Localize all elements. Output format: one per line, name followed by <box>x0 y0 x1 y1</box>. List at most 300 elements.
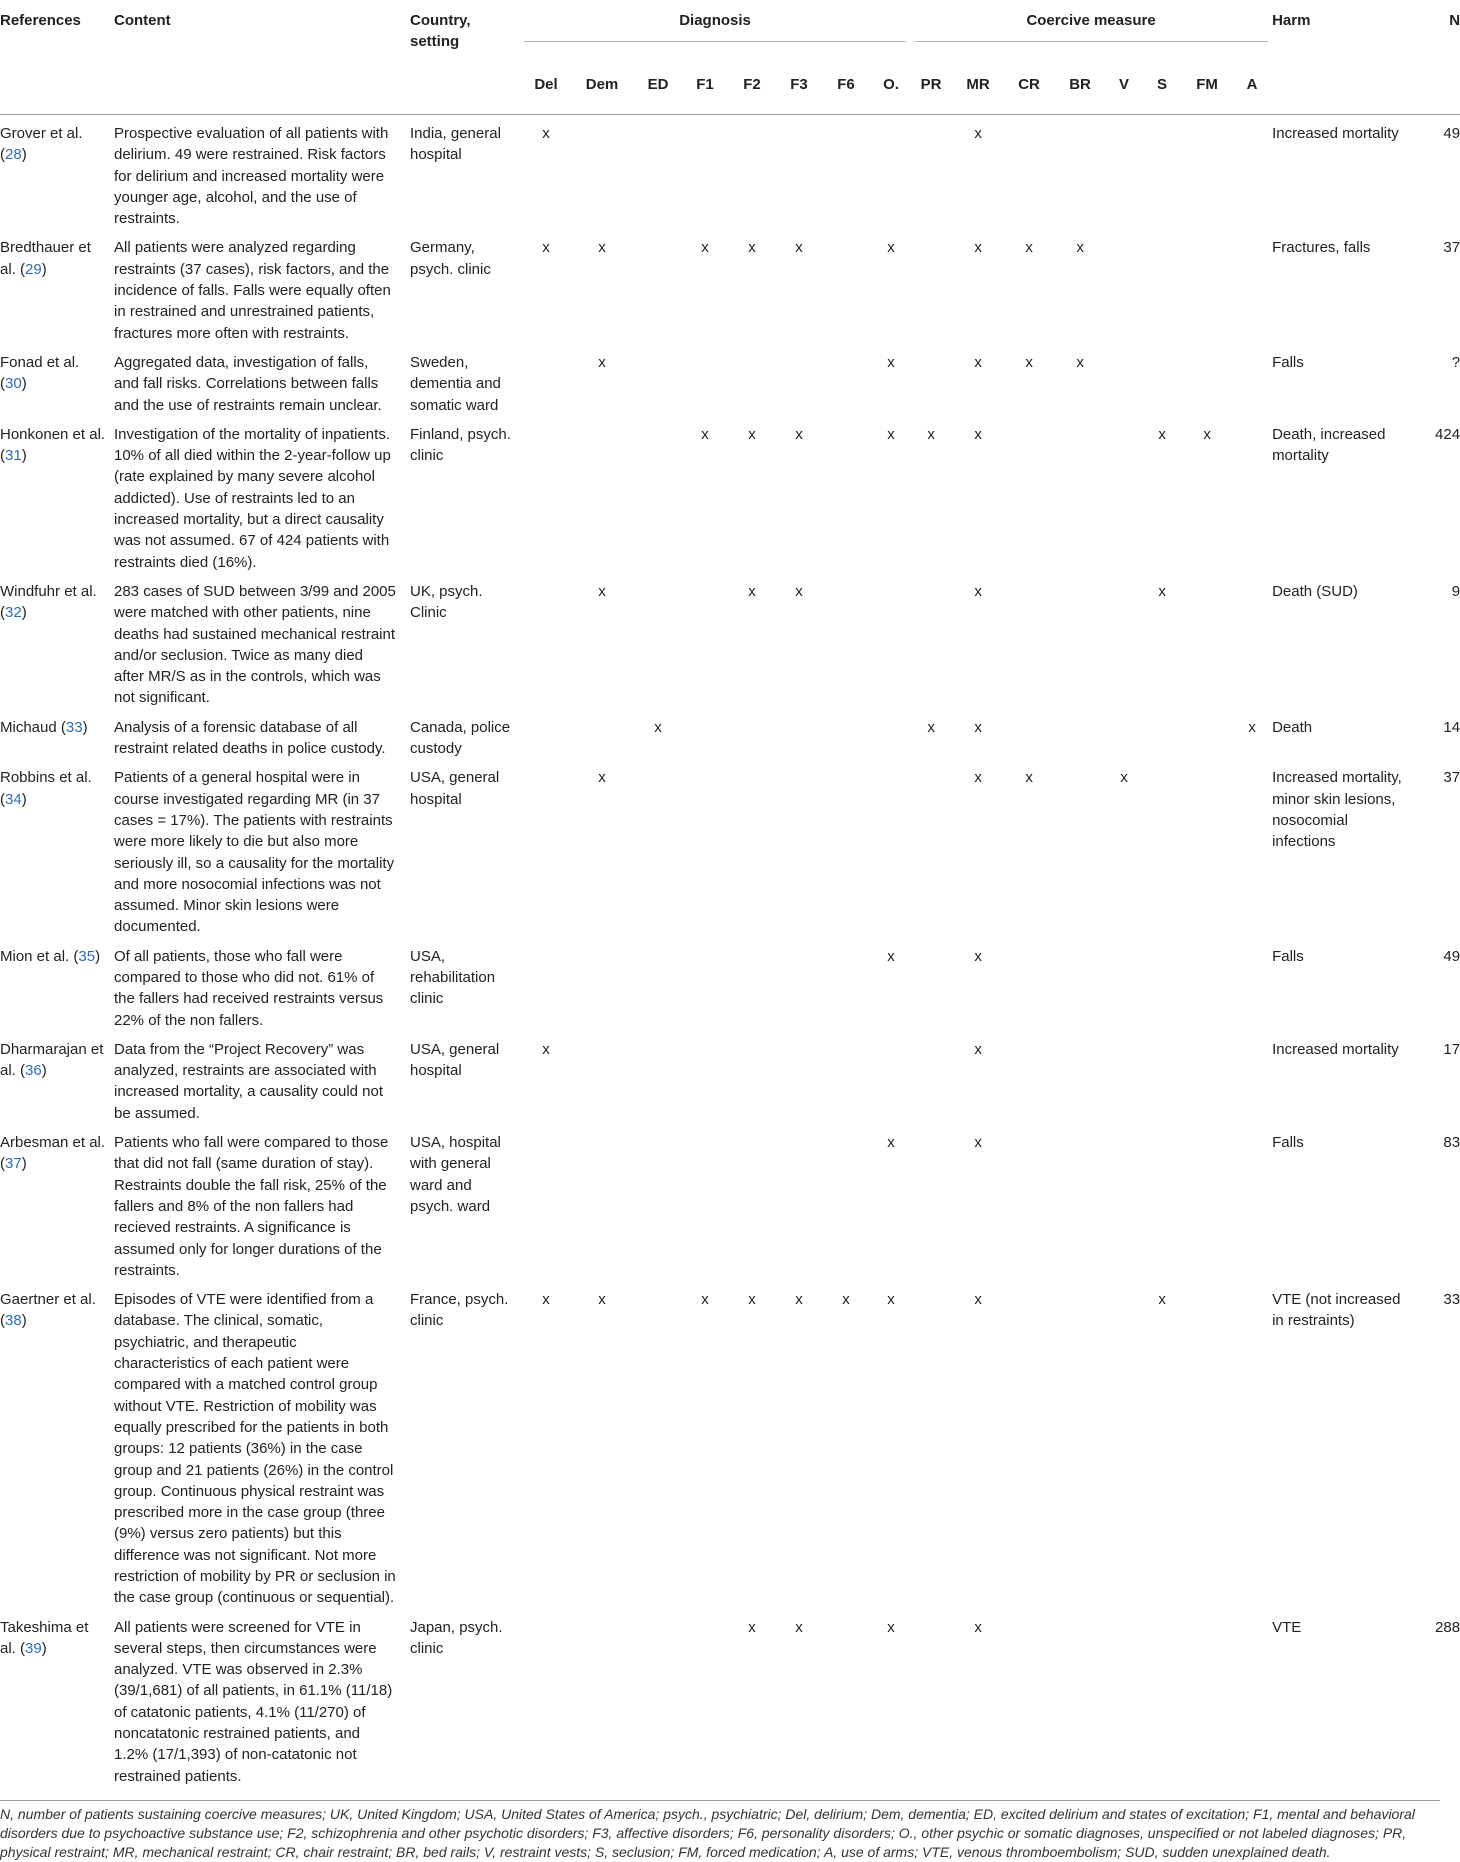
mark-cell <box>1142 229 1182 343</box>
reference-number-link[interactable]: 28 <box>5 146 22 164</box>
mark-cell <box>684 573 726 709</box>
subheader-spacer-harm <box>1272 58 1402 115</box>
table-row <box>0 759 1460 937</box>
col-header-f2: F2 <box>743 76 761 93</box>
reference-author: Gaertner et al. <box>0 1291 96 1309</box>
mark-cell: x <box>1025 239 1033 257</box>
reference-author: Honkonen et al. <box>0 425 106 443</box>
mark-cell: x <box>974 769 982 787</box>
col-header-v: V <box>1119 76 1130 93</box>
mark-cell <box>520 416 572 573</box>
mark-cell <box>1232 1124 1272 1281</box>
mark-cell <box>910 229 952 343</box>
mark-cell <box>520 344 572 416</box>
mark-cell <box>1232 416 1272 573</box>
mark-cell <box>684 709 726 760</box>
mark-cell <box>1142 115 1182 230</box>
content-cell: Episodes of VTE were identified from a database. The clinical, somatic, psychiatric, and therapeutic characteristics of each patient were compared with a matched control group without VTE. Restriction of mobility was equally prescribed for the patients in both groups: 12 patients (36%) in the case group and 21 patients (26%) in the control group. Continuous physical restraint was prescribed more in the case group (three (9%) versus zero patients) but this difference was not significant. Not more restriction of mobility by PR or seclusion in the case group (continuous or sequential). <box>114 1291 396 1607</box>
table-row <box>0 344 1460 416</box>
harm-cell: VTE <box>1272 1618 1302 1636</box>
reference-author: Mion et al. <box>0 947 70 965</box>
content-cell: Of all patients, those who fall were compared to those who did not. 61% of the fallers had received restraints versus 22% of the non fallers. <box>114 947 384 1029</box>
mark-cell: x <box>748 1291 756 1309</box>
content-cell: 283 cases of SUD between 3/99 and 2005 were matched with other patients, nine deaths had sustained mechanical restraint and/or seclusion. Twice as many died after MR/S as in the controls, which was not significant. <box>114 582 396 707</box>
mark-cell <box>726 1124 778 1281</box>
harm-cell: VTE (not increased in restraints) <box>1272 1291 1401 1330</box>
mark-cell <box>684 1609 726 1787</box>
mark-cell <box>778 115 820 230</box>
subheader-spacer-2 <box>114 58 410 115</box>
header-diagnosis-label: Diagnosis <box>524 10 906 42</box>
content-cell: Patients of a general hospital were in course investigated regarding MR (in 37 cases = 17%). The patients with restraints were more likely to die but also more seriously ill, so a causality for the mortality and more nosocomial infections was not assumed. Minor skin lesions were documented. <box>114 769 395 936</box>
n-cell: 83 <box>1443 1134 1460 1152</box>
header-content: Content <box>114 12 171 29</box>
reference-number-link[interactable]: 33 <box>65 718 83 736</box>
mark-cell <box>778 1031 820 1124</box>
mark-cell: x <box>974 947 982 965</box>
mark-cell <box>820 1031 872 1124</box>
mark-cell: x <box>887 1291 895 1309</box>
n-cell: 37 <box>1443 769 1460 787</box>
mark-cell <box>632 573 684 709</box>
mark-cell <box>1106 1609 1142 1787</box>
col-header-s: S <box>1157 76 1168 93</box>
mark-cell <box>520 709 572 760</box>
table-row <box>0 1609 1460 1787</box>
reference-cell: Bredthauer et al. (29) <box>0 239 91 278</box>
mark-cell <box>632 229 684 343</box>
mark-cell <box>910 344 952 416</box>
mark-cell <box>1142 1031 1182 1124</box>
reference-number-link[interactable]: 31 <box>5 447 22 465</box>
mark-cell: x <box>842 1291 850 1309</box>
harm-cell: Death, increased mortality <box>1272 425 1386 465</box>
n-cell: 9 <box>1451 582 1460 600</box>
mark-cell <box>572 1609 632 1787</box>
mark-cell <box>1182 709 1232 760</box>
harm-cell: Falls <box>1272 1134 1304 1152</box>
mark-cell <box>872 709 910 760</box>
mark-cell: x <box>974 425 982 443</box>
n-cell: 49 <box>1443 125 1460 142</box>
mark-cell: x <box>748 582 756 600</box>
mark-cell <box>1142 344 1182 416</box>
n-cell: 14 <box>1443 718 1460 736</box>
mark-cell <box>820 709 872 760</box>
mark-cell <box>632 344 684 416</box>
mark-cell <box>910 1609 952 1787</box>
table-row <box>0 115 1460 230</box>
mark-cell <box>1004 709 1054 760</box>
mark-cell: x <box>1076 239 1084 257</box>
mark-cell <box>1054 759 1106 937</box>
mark-cell: x <box>1120 769 1128 787</box>
mark-cell <box>1054 416 1106 573</box>
mark-cell: x <box>542 1040 550 1058</box>
mark-cell <box>1232 1609 1272 1787</box>
mark-cell <box>1232 344 1272 416</box>
table-row <box>0 573 1460 709</box>
table-row <box>0 229 1460 343</box>
mark-cell <box>1232 573 1272 709</box>
table-row <box>0 1124 1460 1281</box>
mark-cell <box>1106 115 1142 230</box>
reference-cell: Takeshima et al. (39) <box>0 1618 89 1657</box>
reference-cell: Windfuhr et al. (32) <box>0 582 97 622</box>
mark-cell <box>1106 229 1142 343</box>
mark-cell: x <box>701 425 709 443</box>
mark-cell <box>520 759 572 937</box>
mark-cell <box>632 115 684 230</box>
mark-cell: x <box>974 1291 982 1309</box>
mark-cell <box>572 115 632 230</box>
mark-cell <box>726 344 778 416</box>
mark-cell <box>1182 573 1232 709</box>
mark-cell: x <box>974 1618 982 1636</box>
table-row <box>0 938 1460 1031</box>
mark-cell <box>684 938 726 1031</box>
reference-cell: Fonad et al. (30) <box>0 353 80 393</box>
country-cell: USA, rehabilitation clinic <box>410 947 496 1008</box>
mark-cell <box>1106 416 1142 573</box>
mark-cell <box>1106 1031 1142 1124</box>
reference-author: Takeshima et al. <box>0 1618 89 1657</box>
mark-cell: x <box>974 125 982 142</box>
mark-cell <box>520 938 572 1031</box>
mark-cell <box>632 1031 684 1124</box>
mark-cell: x <box>795 1618 803 1636</box>
mark-cell <box>820 115 872 230</box>
mark-cell <box>910 115 952 230</box>
mark-cell: x <box>598 1291 606 1309</box>
country-cell: USA, hospital with general ward and psych. ward <box>410 1134 501 1215</box>
mark-cell <box>572 1031 632 1124</box>
harm-cell: Increased mortality, minor skin lesions, nosocomial infections <box>1272 769 1402 851</box>
mark-cell <box>778 938 820 1031</box>
mark-cell: x <box>701 1291 709 1309</box>
mark-cell <box>1232 938 1272 1031</box>
subheader-row <box>0 58 1460 115</box>
n-cell: 49 <box>1443 947 1460 965</box>
mark-cell <box>1232 759 1272 937</box>
col-header-f1: F1 <box>696 76 714 93</box>
col-header-pr: PR <box>920 76 942 93</box>
mark-cell <box>820 344 872 416</box>
reference-author: Michaud <box>0 718 57 736</box>
mark-cell <box>1106 709 1142 760</box>
mark-cell <box>684 344 726 416</box>
reference-cell: Gaertner et al. (38) <box>0 1291 96 1330</box>
mark-cell <box>1142 1124 1182 1281</box>
country-cell: France, psych. clinic <box>410 1291 509 1330</box>
reference-author: Dharmarajan et al. <box>0 1040 104 1080</box>
mark-cell <box>1142 1609 1182 1787</box>
table-body <box>0 115 1460 1787</box>
mark-cell <box>1054 115 1106 230</box>
mark-cell <box>1182 1281 1232 1608</box>
mark-cell: x <box>795 582 803 600</box>
col-header-o: O. <box>883 76 899 93</box>
mark-cell <box>872 115 910 230</box>
mark-cell <box>1182 1031 1232 1124</box>
country-cell: Japan, psych. clinic <box>410 1618 503 1657</box>
mark-cell <box>820 416 872 573</box>
mark-cell: x <box>974 1134 982 1152</box>
country-cell: UK, psych. Clinic <box>410 582 483 622</box>
mark-cell: x <box>542 239 550 257</box>
mark-cell <box>778 759 820 937</box>
subheader-spacer-1 <box>0 58 114 115</box>
mark-cell <box>820 759 872 937</box>
reference-author: Arbesman et al. <box>0 1134 106 1152</box>
mark-cell: x <box>974 718 982 736</box>
mark-cell <box>520 1124 572 1281</box>
mark-cell <box>1142 759 1182 937</box>
mark-cell <box>872 759 910 937</box>
country-cell: Germany, psych. clinic <box>410 239 491 278</box>
reference-cell: Honkonen et al. (31) <box>0 425 106 465</box>
mark-cell <box>1106 344 1142 416</box>
mark-cell: x <box>974 1040 982 1058</box>
country-cell: India, general hospital <box>410 125 501 164</box>
mark-cell <box>632 1281 684 1608</box>
mark-cell <box>1232 1031 1272 1124</box>
mark-cell: x <box>887 947 895 965</box>
mark-cell: x <box>974 582 982 600</box>
mark-cell: x <box>748 425 756 443</box>
mark-cell: x <box>887 425 895 443</box>
mark-cell <box>910 938 952 1031</box>
mark-cell <box>632 1124 684 1281</box>
col-header-br: BR <box>1069 76 1091 93</box>
mark-cell: x <box>795 239 803 257</box>
mark-cell <box>726 709 778 760</box>
mark-cell <box>1054 938 1106 1031</box>
reference-number-link[interactable]: 38 <box>5 1312 22 1330</box>
mark-cell: x <box>887 1134 895 1152</box>
mark-cell <box>1106 1124 1142 1281</box>
mark-cell <box>726 115 778 230</box>
mark-cell <box>1106 1281 1142 1608</box>
col-header-a: A <box>1246 76 1258 93</box>
mark-cell <box>1004 573 1054 709</box>
mark-cell <box>726 759 778 937</box>
mark-cell <box>1182 938 1232 1031</box>
mark-cell: x <box>1158 425 1166 443</box>
table-footnote: N, number of patients sustaining coercive measures; UK, United Kingdom; USA, United States of America; psych., psychiatric; Del, delirium; Dem, dementia; ED, excited delirium and states of excitation; F1, mental and behavioral disorders due to psychoactive substance use; F2, schizophrenia and other psychotic disorders; F3, affective disorders; F6, personality disorders; O., other psychic or somatic diagnoses, unspecified or not labeled diagnoses; PR, physical restraint; MR, mechanical restraint; CR, chair restraint; BR, bed rails; V, restraint vests; S, seclusion; FM, forced medication; A, use of arms; VTE, venous thromboembolism; SUD, sudden unexplained death. <box>0 1800 1440 1862</box>
mark-cell: x <box>1203 425 1211 443</box>
mark-cell <box>1054 1281 1106 1608</box>
reference-author: Robbins et al. <box>0 769 92 787</box>
header-references: References <box>0 12 81 29</box>
reference-number-link[interactable]: 30 <box>5 375 22 393</box>
mark-cell: x <box>748 1618 756 1636</box>
table-row <box>0 416 1460 573</box>
table-row <box>0 709 1460 760</box>
mark-cell: x <box>974 239 982 257</box>
mark-cell: x <box>598 582 606 600</box>
reference-cell: Robbins et al. (34) <box>0 769 92 808</box>
reference-number-link[interactable]: 39 <box>25 1639 42 1657</box>
mark-cell: x <box>927 425 935 443</box>
content-cell: Patients who fall were compared to those that did not fall (same duration of stay). Restraints double the fall risk, 25% of the fallers and 8% of the non fallers had recieved restraints. A significance is assumed only for longer durations of the restraints. <box>114 1134 389 1279</box>
mark-cell: x <box>1025 769 1033 787</box>
mark-cell: x <box>887 353 895 371</box>
harm-cell: Death <box>1272 718 1313 736</box>
mark-cell <box>820 938 872 1031</box>
mark-cell <box>820 1124 872 1281</box>
mark-cell <box>684 1124 726 1281</box>
mark-cell <box>910 573 952 709</box>
col-header-cr: CR <box>1018 76 1040 93</box>
reference-number-link[interactable]: 37 <box>5 1155 22 1173</box>
mark-cell <box>520 573 572 709</box>
col-header-mr: MR <box>966 76 990 93</box>
mark-cell <box>1142 709 1182 760</box>
mark-cell: x <box>1158 582 1166 600</box>
header-n: N <box>1449 12 1460 29</box>
mark-cell <box>820 229 872 343</box>
mark-cell <box>1054 709 1106 760</box>
reference-cell: Mion et al. (35) <box>0 947 101 965</box>
mark-cell <box>1004 1124 1054 1281</box>
mark-cell: x <box>1025 353 1033 371</box>
content-cell: Prospective evaluation of all patients with delirium. 49 were restrained. Risk factors for delirium and increased mortality were younger age, alcohol, and the use of restraints. <box>114 125 389 228</box>
mark-cell: x <box>654 718 662 736</box>
mark-cell <box>572 938 632 1031</box>
mark-cell: x <box>795 1291 803 1309</box>
reference-number-link[interactable]: 29 <box>25 260 42 278</box>
mark-cell <box>520 1609 572 1787</box>
mark-cell <box>1004 1609 1054 1787</box>
mark-cell <box>726 1031 778 1124</box>
harm-cell: Fractures, falls <box>1272 239 1371 257</box>
mark-cell <box>1004 416 1054 573</box>
reference-cell: Grover et al. (28) <box>0 125 83 164</box>
mark-cell <box>1182 115 1232 230</box>
mark-cell <box>778 344 820 416</box>
mark-cell: x <box>598 239 606 257</box>
table-row <box>0 1031 1460 1124</box>
table-row <box>0 1281 1460 1608</box>
n-cell: ? <box>1451 353 1460 371</box>
mark-cell: x <box>927 718 935 736</box>
mark-cell <box>778 1124 820 1281</box>
mark-cell: x <box>1248 718 1256 736</box>
n-cell: 17 <box>1443 1040 1460 1058</box>
content-cell: All patients were analyzed regarding restraints (37 cases), risk factors, and the incidence of falls. Falls were equally often in restrained and unrestrained patients, fractures more often with restraints. <box>114 239 391 342</box>
header-coercive-label: Coercive measure <box>914 10 1268 42</box>
mark-cell <box>632 416 684 573</box>
mark-cell: x <box>542 1291 550 1309</box>
reference-cell: Arbesman et al. (37) <box>0 1134 106 1173</box>
reference-cell: Dharmarajan et al. (36) <box>0 1040 104 1080</box>
mark-cell <box>684 115 726 230</box>
header-country-setting <box>410 6 520 58</box>
mark-cell <box>910 1281 952 1608</box>
n-cell: 37 <box>1443 239 1460 257</box>
country-cell: USA, general hospital <box>410 769 500 808</box>
reference-number-link[interactable]: 32 <box>5 604 22 622</box>
mark-cell: x <box>887 239 895 257</box>
reference-author: Fonad et al. <box>0 353 80 371</box>
mark-cell <box>1182 1609 1232 1787</box>
header-country-setting-text: Country, setting <box>410 12 471 50</box>
reference-cell: Michaud (33) <box>0 718 88 736</box>
content-cell: All patients were screened for VTE in several steps, then circumstances were analyzed. VTE was observed in 2.3% (39/1,681) of all patients, in 61.1% (11/18) of catatonic patients, 4.1% (11/270) of noncatatonic restrained patients, and 1.2% (17/1,393) of non-catatonic not restrained patients. <box>114 1618 393 1785</box>
mark-cell <box>1232 1281 1272 1608</box>
mark-cell <box>572 709 632 760</box>
country-cell: USA, general hospital <box>410 1040 500 1080</box>
mark-cell <box>910 759 952 937</box>
mark-cell <box>820 573 872 709</box>
reference-author: Windfuhr et al. <box>0 582 97 600</box>
mark-cell <box>1142 938 1182 1031</box>
mark-cell <box>1004 938 1054 1031</box>
mark-cell <box>684 1031 726 1124</box>
reference-number-link[interactable]: 36 <box>25 1062 42 1080</box>
mark-cell <box>910 1031 952 1124</box>
mark-cell <box>910 1124 952 1281</box>
reference-number-link[interactable]: 34 <box>5 790 22 808</box>
mark-cell: x <box>598 353 606 371</box>
mark-cell <box>726 938 778 1031</box>
mark-cell <box>572 1124 632 1281</box>
header-harm: Harm <box>1272 12 1311 29</box>
mark-cell: x <box>542 125 550 142</box>
harm-cell: Death (SUD) <box>1272 582 1358 600</box>
mark-cell <box>1106 938 1142 1031</box>
n-cell: 33 <box>1443 1291 1460 1309</box>
mark-cell <box>1182 344 1232 416</box>
mark-cell <box>1054 1124 1106 1281</box>
n-cell: 288 <box>1435 1618 1460 1636</box>
harm-cell: Increased mortality <box>1272 1040 1399 1058</box>
content-cell: Aggregated data, investigation of falls, and fall risks. Correlations between falls and the use of restraints remain unclear. <box>114 353 382 414</box>
col-header-del: Del <box>534 76 558 93</box>
n-cell: 424 <box>1435 425 1460 443</box>
mark-cell <box>632 1609 684 1787</box>
reference-number-link[interactable]: 35 <box>78 947 96 965</box>
mark-cell <box>684 759 726 937</box>
mark-cell <box>1054 1609 1106 1787</box>
mark-cell: x <box>887 1618 895 1636</box>
mark-cell <box>1232 115 1272 230</box>
mark-cell: x <box>748 239 756 257</box>
header-diagnosis-group <box>520 6 910 58</box>
mark-cell <box>1054 573 1106 709</box>
harm-cell: Increased mortality <box>1272 125 1399 142</box>
content-cell: Data from the “Project Recovery” was analyzed, restraints are associated with increased mortality, a causality could not be assumed. <box>114 1040 384 1122</box>
reference-author: Grover et al. <box>0 125 83 142</box>
studies-table <box>0 6 1460 1787</box>
mark-cell <box>632 759 684 937</box>
subheader-spacer-3 <box>410 58 520 115</box>
mark-cell <box>778 709 820 760</box>
mark-cell <box>1182 759 1232 937</box>
country-cell: Finland, psych. clinic <box>410 425 511 465</box>
mark-cell <box>572 416 632 573</box>
mark-cell: x <box>795 425 803 443</box>
col-header-dem: Dem <box>585 76 619 93</box>
mark-cell: x <box>974 353 982 371</box>
mark-cell <box>1232 229 1272 343</box>
col-header-f3: F3 <box>790 76 808 93</box>
content-cell: Analysis of a forensic database of all restraint related deaths in police custody. <box>114 718 386 758</box>
mark-cell <box>1004 1281 1054 1608</box>
mark-cell: x <box>701 239 709 257</box>
mark-cell: x <box>1158 1291 1166 1309</box>
